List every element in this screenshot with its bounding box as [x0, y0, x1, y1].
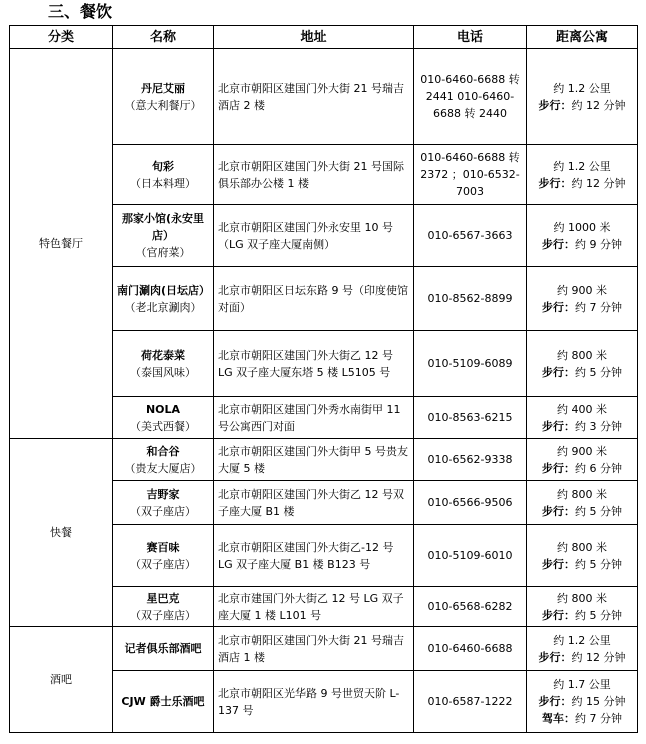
restaurant-cuisine: （双子座店）: [130, 608, 196, 622]
restaurant-name: 丹尼艾丽: [141, 81, 185, 95]
walk-value: 约 12 分钟: [571, 176, 626, 190]
phone-cell: 010-5109-6089: [414, 331, 527, 397]
walk-value: 约 15 分钟: [571, 695, 626, 708]
distance-value: 约 1.2 公里: [553, 633, 611, 647]
phone-cell: 010-6567-3663: [414, 205, 527, 267]
restaurant-name-cell: [113, 587, 214, 627]
restaurant-name: 旬彩: [152, 159, 174, 173]
header-category: 分类: [10, 26, 113, 49]
distance-value: 约 400 米: [557, 402, 607, 416]
walk-time: [531, 299, 633, 316]
distance-cell: [527, 439, 638, 481]
address-cell: 北京市朝阳区建国门外大街 21 号瑞吉酒店 2 楼: [214, 49, 414, 145]
walk-label: 步行：: [542, 557, 575, 571]
restaurant-name-cell: [113, 397, 214, 439]
walk-value: 约 5 分钟: [575, 608, 622, 622]
phone-cell: 010-6562-9338: [414, 439, 527, 481]
restaurant-cuisine: （贵友大厦店）: [124, 461, 202, 475]
section-title: 三、餐饮: [48, 2, 113, 21]
distance-value: 约 1.7 公里: [553, 678, 611, 691]
header-name: 名称: [113, 26, 214, 49]
walk-value: 约 12 分钟: [571, 98, 626, 112]
table-row: [10, 49, 638, 145]
restaurant-name: 南门涮肉(日坛店）: [117, 283, 211, 297]
restaurant-name-cell: [113, 145, 214, 205]
walk-label: 步行：: [542, 300, 575, 314]
drive-value: 约 7 分钟: [575, 712, 622, 725]
phone-cell: 010-6566-9506: [414, 481, 527, 525]
dining-table: [9, 25, 638, 733]
drive-label: 驾车：: [542, 712, 575, 725]
restaurant-name-cell: [113, 525, 214, 587]
restaurant-name-cell: [113, 267, 214, 331]
walk-label: 步行：: [542, 237, 575, 251]
restaurant-name-cell: [113, 331, 214, 397]
restaurant-cuisine: （双子座店）: [130, 557, 196, 571]
distance-cell: [527, 331, 638, 397]
phone-cell: 010-6460-6688 转 2372 ；010-6532-7003: [414, 145, 527, 205]
table-row: [10, 627, 638, 671]
distance-value: 约 800 米: [557, 487, 607, 501]
walk-time: [531, 175, 633, 192]
restaurant-cuisine: （老北京涮肉）: [124, 300, 202, 314]
phone-cell: 010-6460-6688: [414, 627, 527, 671]
distance-value: 约 900 米: [557, 444, 607, 458]
walk-label: 步行：: [542, 608, 575, 622]
walk-value: 约 9 分钟: [575, 237, 622, 251]
header-address: 地址: [214, 26, 414, 49]
phone-cell: 010-8563-6215: [414, 397, 527, 439]
walk-value: 约 5 分钟: [575, 365, 622, 379]
distance-cell: [527, 267, 638, 331]
restaurant-cuisine: （泰国风味）: [130, 365, 196, 379]
walk-value: 约 5 分钟: [575, 557, 622, 571]
walk-time: [531, 693, 633, 710]
address-cell: 北京市朝阳区建国门外大街乙-12 号 LG 双子座大厦 B1 楼 B123 号: [214, 525, 414, 587]
distance-cell: [527, 49, 638, 145]
table-row: [10, 439, 638, 481]
restaurant-cuisine: （美式西餐）: [130, 419, 196, 433]
restaurant-name: CJW 爵士乐酒吧: [121, 695, 205, 708]
walk-time: [531, 649, 633, 666]
address-cell: 北京市朝阳区建国门外秀水南街甲 11 号公寓西门对面: [214, 397, 414, 439]
walk-label: 步行：: [542, 419, 575, 433]
walk-value: 约 5 分钟: [575, 504, 622, 518]
walk-time: [531, 460, 633, 477]
distance-value: 约 1.2 公里: [553, 159, 611, 173]
address-cell: 北京市朝阳区建国门外大街 21 号国际俱乐部办公楼 1 楼: [214, 145, 414, 205]
category-cell: 特色餐厅: [10, 49, 113, 439]
distance-value: 约 800 米: [557, 591, 607, 605]
distance-cell: [527, 525, 638, 587]
restaurant-name-cell: [113, 49, 214, 145]
header-row: [10, 26, 638, 49]
walk-time: [531, 503, 633, 520]
walk-label: 步行：: [538, 98, 572, 112]
phone-cell: 010-8562-8899: [414, 267, 527, 331]
address-cell: 北京市朝阳区建国门外大街乙 12 号 LG 双子座大厦东塔 5 楼 L5105 号: [214, 331, 414, 397]
distance-cell: [527, 671, 638, 733]
walk-label: 步行：: [538, 650, 572, 664]
walk-label: 步行：: [542, 461, 575, 475]
walk-time: [531, 97, 633, 114]
walk-label: 步行：: [542, 365, 575, 379]
drive-time: [531, 710, 633, 727]
distance-cell: [527, 145, 638, 205]
restaurant-cuisine: （意大利餐厅）: [124, 98, 202, 112]
restaurant-name: 那家小馆(永安里店）: [121, 212, 205, 242]
walk-time: [531, 556, 633, 573]
restaurant-name: 星巴克: [146, 591, 180, 605]
distance-value: 约 900 米: [557, 283, 607, 297]
phone-cell: 010-6460-6688 转 2441 010-6460-6688 转 2440: [414, 49, 527, 145]
restaurant-name-cell: [113, 439, 214, 481]
walk-label: 步行：: [538, 176, 572, 190]
category-cell: 酒吧: [10, 627, 113, 733]
distance-value: 约 800 米: [557, 348, 607, 362]
restaurant-cuisine: （日本料理）: [130, 176, 196, 190]
restaurant-name: 记者俱乐部酒吧: [124, 642, 202, 655]
walk-value: 约 7 分钟: [575, 300, 622, 314]
restaurant-name-cell: [113, 671, 214, 733]
restaurant-name: 荷花泰菜: [141, 348, 185, 362]
distance-value: 约 1000 米: [553, 220, 611, 234]
address-cell: 北京市朝阳区日坛东路 9 号（印度使馆对面）: [214, 267, 414, 331]
restaurant-name-cell: [113, 627, 214, 671]
header-phone: 电话: [414, 26, 527, 49]
restaurant-name: 吉野家: [146, 487, 180, 501]
restaurant-name: NOLA: [145, 402, 181, 416]
walk-value: 约 12 分钟: [571, 650, 626, 664]
distance-cell: [527, 627, 638, 671]
restaurant-name: 赛百味: [146, 540, 180, 554]
restaurant-cuisine: （官府菜）: [135, 246, 191, 259]
walk-label: 步行：: [542, 504, 575, 518]
address-cell: 北京市建国门外大街乙 12 号 LG 双子座大厦 1 楼 L101 号: [214, 587, 414, 627]
walk-value: 约 6 分钟: [575, 461, 622, 475]
restaurant-cuisine: （双子座店）: [130, 504, 196, 518]
distance-value: 约 800 米: [557, 540, 607, 554]
walk-time: [531, 607, 633, 624]
distance-cell: [527, 205, 638, 267]
distance-cell: [527, 481, 638, 525]
walk-time: [531, 236, 633, 253]
walk-label: 步行：: [538, 695, 572, 708]
phone-cell: 010-6587-1222: [414, 671, 527, 733]
restaurant-name-cell: [113, 481, 214, 525]
distance-cell: [527, 587, 638, 627]
phone-cell: 010-6568-6282: [414, 587, 527, 627]
phone-cell: 010-5109-6010: [414, 525, 527, 587]
walk-time: [531, 418, 633, 435]
restaurant-name-cell: [113, 205, 214, 267]
address-cell: 北京市朝阳区建国门外大街甲 5 号贵友大厦 5 楼: [214, 439, 414, 481]
restaurant-name: 和合谷: [146, 444, 180, 458]
address-cell: 北京市朝阳区建国门外永安里 10 号（LG 双子座大厦南侧）: [214, 205, 414, 267]
distance-value: 约 1.2 公里: [553, 81, 611, 95]
category-cell: 快餐: [10, 439, 113, 627]
walk-value: 约 3 分钟: [575, 419, 622, 433]
header-distance: 距离公寓: [527, 26, 638, 49]
distance-cell: [527, 397, 638, 439]
address-cell: 北京市朝阳区建国门外大街 21 号瑞吉酒店 1 楼: [214, 627, 414, 671]
address-cell: 北京市朝阳区建国门外大街乙 12 号双子座大厦 B1 楼: [214, 481, 414, 525]
walk-time: [531, 364, 633, 381]
address-cell: 北京市朝阳区光华路 9 号世贸天阶 L-137 号: [214, 671, 414, 733]
